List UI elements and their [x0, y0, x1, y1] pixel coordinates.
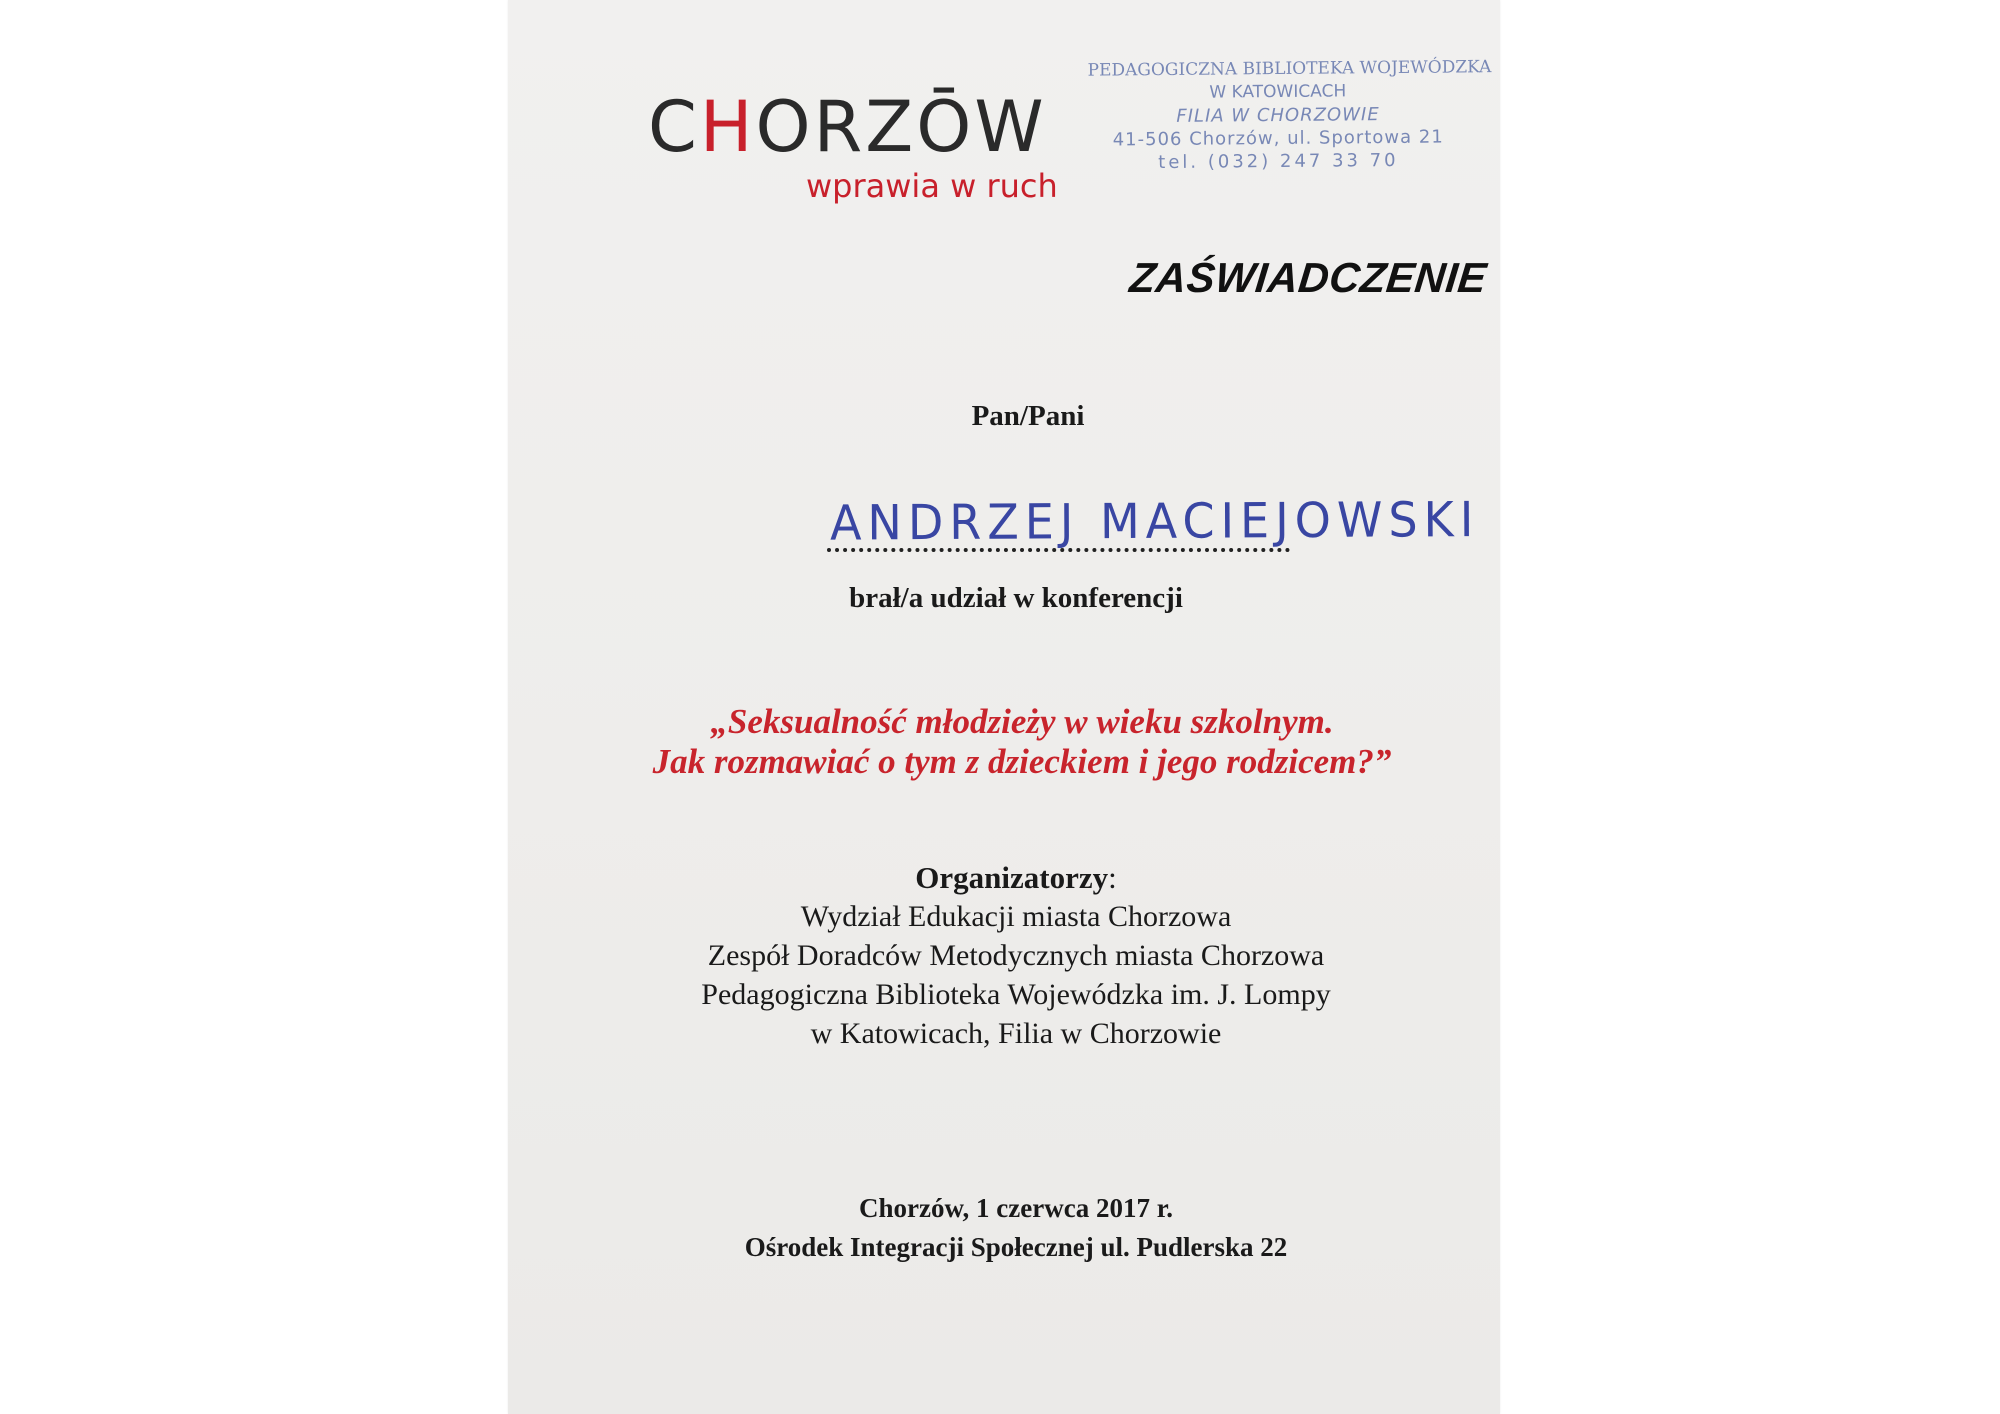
organizer-item: Wydział Edukacji miasta Chorzowa — [800, 900, 1232, 933]
stamp-line-2: W KATOWICACH — [1209, 81, 1347, 103]
library-stamp — [1087, 56, 1492, 174]
place-and-date: Chorzów, 1 czerwca 2017 r. — [859, 1193, 1173, 1223]
certificate-page — [508, 0, 1500, 1414]
stamp-line-1: PEDAGOGICZNA BIBLIOTEKA WOJEWÓDZKA — [1087, 57, 1492, 81]
conference-title-line-1: „Seksualność młodzieży w wieku szkolnym. — [710, 702, 1334, 741]
stamp-line-3: FILIA W CHORZOWIE — [1176, 104, 1380, 127]
organizer-item: Pedagogiczna Biblioteka Wojewódzka im. J. Lompy — [701, 978, 1331, 1011]
document-title: ZAŚWIADCZENIE — [1127, 254, 1489, 301]
conference-title-line-2: Jak rozmawiać o tym z dzieckiem i jego rodzicem?” — [652, 742, 1392, 781]
salutation: Pan/Pani — [971, 400, 1085, 432]
logo-letter-h: H — [699, 86, 756, 168]
stamp-line-5: tel. (032) 247 33 70 — [1158, 149, 1399, 174]
organizers-heading-label: Organizatorzy — [915, 860, 1109, 895]
logo-wordmark — [648, 86, 1047, 168]
logo-letters-orzow: ORZŌW — [755, 86, 1047, 168]
venue-address: Ośrodek Integracji Społecznej ul. Pudlerska 22 — [744, 1232, 1288, 1262]
recipient-name-handwritten: ANDRZEJ MACIEJOWSKI — [829, 490, 1480, 552]
organizers-heading-colon: : — [1108, 860, 1117, 895]
name-dotted-line — [827, 548, 1290, 552]
logo-letter-c: C — [648, 86, 700, 168]
organizer-item: Zespół Doradców Metodycznych miasta Chorzowa — [707, 939, 1325, 972]
stamp-line-4: 41-506 Chorzów, ul. Sportowa 21 — [1112, 126, 1444, 151]
chorzow-logo — [648, 86, 1088, 222]
organizer-item: w Katowicach, Filia w Chorzowie — [810, 1017, 1222, 1050]
attended-text: brał/a udział w konferencji — [849, 582, 1183, 614]
logo-tagline: wprawia w ruch — [806, 167, 1058, 205]
organizers-heading — [520, 860, 1512, 896]
